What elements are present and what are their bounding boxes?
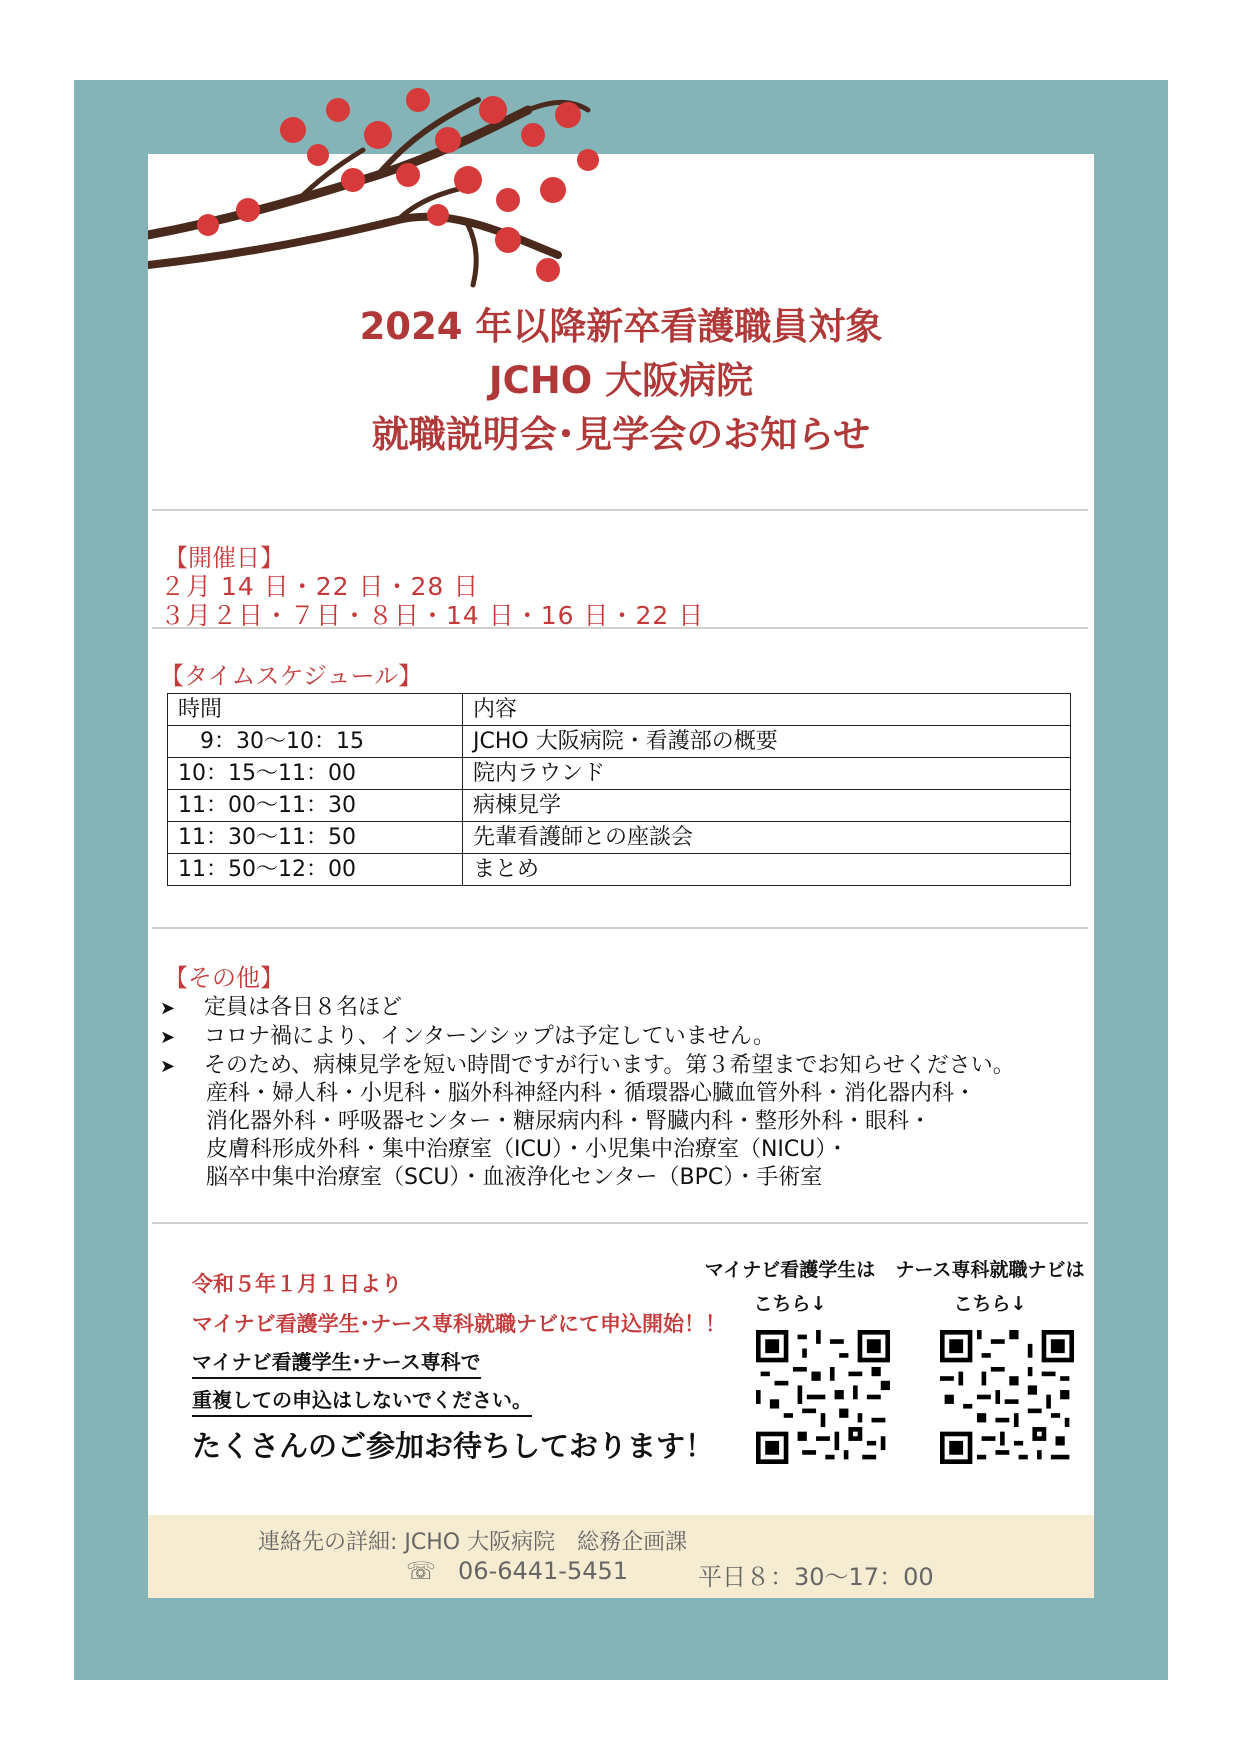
phone-number[interactable]: 06-6441-5451	[458, 1557, 629, 1585]
table-row	[168, 854, 1071, 886]
divider	[152, 927, 1088, 929]
list-item: ➤ コロナ禍により、インターンシップは予定していません。	[160, 1022, 1015, 1051]
dates-mar: ３月２日・７日・８日・14 日・16 日・22 日	[160, 601, 705, 630]
department-line: 脳卒中集中治療室（SCU）・血液浄化センター（BPC）・手術室	[206, 1165, 823, 1190]
nurse-senka-qr-code[interactable]	[940, 1330, 1074, 1464]
qr-left-arrow-caption: こちら↓	[753, 1293, 827, 1315]
mynavi-qr-code[interactable]	[756, 1330, 890, 1464]
table-row	[168, 758, 1071, 790]
office-hours: 平日８：30～17：00	[698, 1563, 934, 1591]
row-content: JCHO 大阪病院・看護部の概要	[463, 726, 1071, 758]
header-content: 内容	[463, 694, 1071, 726]
arrow-bullet-icon: ➤	[160, 1027, 176, 1048]
table-row	[168, 726, 1071, 758]
department-line: 消化器外科・呼吸器センター・糖尿病内科・腎臓内科・整形外科・眼科・	[206, 1109, 932, 1134]
dates-label: 【開催日】	[164, 544, 284, 572]
schedule-label: 【タイムスケジュール】	[160, 662, 423, 690]
qr-right-caption: ナース専科就職ナビは	[895, 1259, 1085, 1281]
row-content: まとめ	[463, 854, 1071, 886]
title-line1: 2024 年以降新卒看護職員対象	[359, 305, 883, 348]
row-time: 10：15～11：00	[168, 758, 463, 790]
apply-start-notice: マイナビ看護学生･ナース専科就職ナビにて申込開始！！	[192, 1312, 727, 1336]
notes-label: 【その他】	[164, 964, 284, 992]
list-item: ➤ 定員は各日８名ほど	[160, 993, 1015, 1022]
row-time: 9：30～10：15	[168, 726, 463, 758]
table-header-row	[168, 694, 1071, 726]
row-content: 病棟見学	[463, 790, 1071, 822]
schedule-table	[167, 693, 1071, 886]
row-content: 院内ラウンド	[463, 758, 1071, 790]
divider	[152, 1222, 1088, 1224]
department-line: 産科・婦人科・小児科・脳外科神経内科・循環器心臓血管外科・消化器内科・	[206, 1081, 977, 1106]
notes-list	[160, 993, 1015, 1192]
row-time: 11：00～11：30	[168, 790, 463, 822]
divider	[152, 509, 1088, 511]
row-time: 11：50～12：00	[168, 854, 463, 886]
blossom-branch-illustration	[148, 80, 628, 310]
divider	[152, 627, 1088, 629]
contact-detail: 連絡先の詳細: JCHO 大阪病院 総務企画課	[258, 1530, 688, 1555]
title-line2: JCHO 大阪病院	[488, 359, 754, 402]
title-line3: 就職説明会･見学会のお知らせ	[371, 413, 871, 456]
dates-feb: ２月 14 日・22 日・28 日	[160, 572, 480, 601]
phone-icon: ☏	[406, 1557, 437, 1585]
list-item: ➤ そのため、病棟見学を短い時間ですが行います。第３希望までお知らせください。	[160, 1051, 1015, 1080]
table-row	[168, 790, 1071, 822]
closing-message: たくさんのご参加お待ちしております！	[192, 1429, 715, 1463]
table-row	[168, 822, 1071, 854]
qr-left-caption: マイナビ看護学生は	[704, 1259, 876, 1281]
duplicate-warning-1: マイナビ看護学生･ナース専科で	[192, 1346, 481, 1379]
qr-right-arrow-caption: こちら↓	[953, 1293, 1027, 1315]
header-time: 時間	[168, 694, 463, 726]
row-time: 11：30～11：50	[168, 822, 463, 854]
row-content: 先輩看護師との座談会	[463, 822, 1071, 854]
department-line: 皮膚科形成外科・集中治療室（ICU）・小児集中治療室（NICU）・	[206, 1137, 849, 1162]
arrow-bullet-icon: ➤	[160, 998, 176, 1019]
arrow-bullet-icon: ➤	[160, 1056, 176, 1077]
apply-start-date: 令和５年１月１日より	[192, 1272, 402, 1296]
duplicate-warning-2: 重複しての申込はしないでください。	[192, 1384, 532, 1417]
